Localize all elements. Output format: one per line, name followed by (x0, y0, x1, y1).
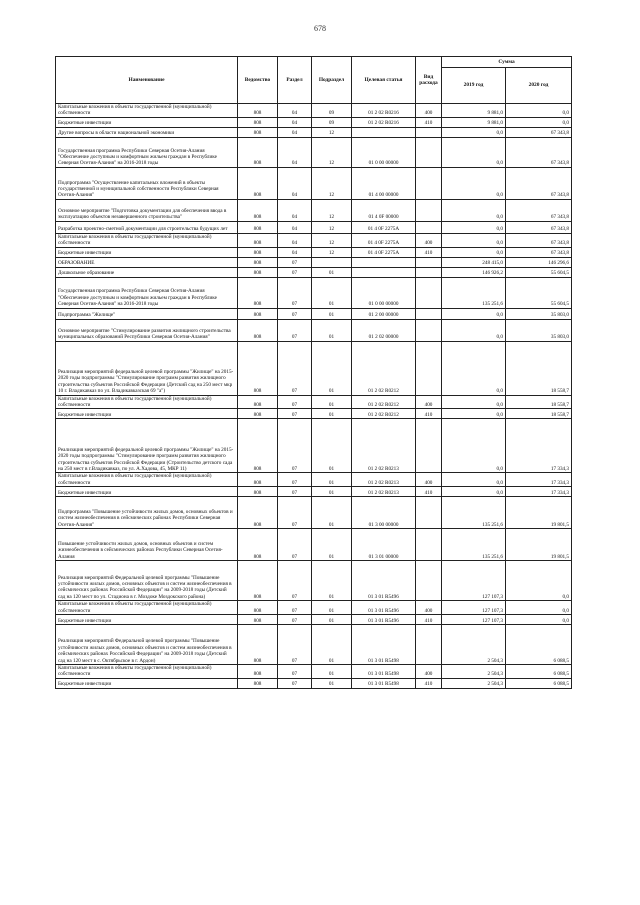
cell-target: 01 4 00 00000 (352, 167, 416, 199)
table-row (56, 487, 572, 497)
cell-exp-type: 410 (416, 247, 442, 257)
cell-subsection: 01 (312, 665, 352, 679)
table-row (56, 277, 572, 308)
cell-target: 01 3 00 00000 (352, 497, 416, 529)
header-2020: 2020 год (506, 68, 572, 104)
table-row (56, 221, 572, 233)
table-header (56, 57, 572, 104)
cell-dept: 808 (238, 341, 278, 395)
cell-subsection: 01 (312, 267, 352, 277)
cell-name: Бюджетные инвестиции (56, 247, 238, 257)
cell-exp-type (416, 561, 442, 601)
cell-exp-type: 400 (416, 473, 442, 487)
cell-2019: 146 926,2 (442, 267, 506, 277)
cell-target: 01 2 02 R0213 (352, 473, 416, 487)
cell-exp-type (416, 267, 442, 277)
cell-name: Основное мероприятие "Стимулирование развития жилищного строительства муниципальных образований Республики Северная Осетия-Алания" (56, 319, 238, 341)
table-row (56, 117, 572, 127)
cell-exp-type: 400 (416, 233, 442, 247)
header-name: Наименование (56, 57, 238, 104)
cell-2019: 0,0 (442, 319, 506, 341)
cell-section: 07 (278, 601, 312, 615)
cell-subsection: 01 (312, 615, 352, 625)
cell-2019: 0,0 (442, 419, 506, 473)
cell-2020: 67 343,8 (506, 221, 572, 233)
cell-target: 01 2 02 00000 (352, 319, 416, 341)
table-row (56, 167, 572, 199)
cell-section: 07 (278, 341, 312, 395)
table-row (56, 497, 572, 529)
cell-section: 04 (278, 117, 312, 127)
cell-name: Бюджетные инвестиции (56, 117, 238, 127)
page-number: 678 (314, 24, 326, 33)
cell-2020: 18 558,7 (506, 409, 572, 419)
cell-section: 07 (278, 257, 312, 267)
cell-2020: 17 334,3 (506, 419, 572, 473)
cell-dept: 808 (238, 529, 278, 561)
cell-subsection: 12 (312, 247, 352, 257)
cell-name: Основное мероприятие "Подготовка документации для обеспечения ввода в эксплуатацию объектов незавершенного строительства" (56, 199, 238, 221)
cell-dept: 808 (238, 678, 278, 688)
cell-subsection: 01 (312, 561, 352, 601)
cell-2019: 0,0 (442, 247, 506, 257)
header-2019: 2019 год (442, 68, 506, 104)
cell-section: 04 (278, 104, 312, 118)
cell-dept: 808 (238, 247, 278, 257)
cell-2020: 17 334,3 (506, 487, 572, 497)
table-row (56, 104, 572, 118)
cell-subsection: 12 (312, 137, 352, 167)
cell-name: Повышение устойчивости жилых домов, основных объектов и систем жизнеобеспечения в сейсмических районах Республики Северная Осетия-Алания (56, 529, 238, 561)
cell-section: 07 (278, 487, 312, 497)
cell-2020: 67 343,8 (506, 137, 572, 167)
cell-dept: 808 (238, 497, 278, 529)
cell-subsection: 01 (312, 419, 352, 473)
cell-target: 01 0 00 00000 (352, 277, 416, 308)
table-body (56, 104, 572, 689)
cell-2020: 6 088,5 (506, 625, 572, 665)
cell-target: 01 3 01 R5496 (352, 615, 416, 625)
cell-dept: 808 (238, 419, 278, 473)
cell-2020: 18 558,7 (506, 341, 572, 395)
cell-exp-type (416, 319, 442, 341)
table-row (56, 601, 572, 615)
cell-target: 01 2 00 00000 (352, 308, 416, 319)
cell-exp-type: 410 (416, 678, 442, 688)
header-sum: Сумма (442, 57, 572, 68)
cell-name: Капитальные вложения в объекты государственной (муниципальной) собственности (56, 601, 238, 615)
cell-section: 07 (278, 409, 312, 419)
cell-section: 07 (278, 319, 312, 341)
cell-section: 07 (278, 665, 312, 679)
cell-dept: 808 (238, 127, 278, 137)
cell-name: ОБРАЗОВАНИЕ (56, 257, 238, 267)
cell-target: 01 4 0F 2275А (352, 233, 416, 247)
cell-subsection (312, 257, 352, 267)
cell-2020: 0,0 (506, 561, 572, 601)
cell-exp-type (416, 341, 442, 395)
cell-2019: 127 107,3 (442, 561, 506, 601)
cell-2020: 6 088,5 (506, 678, 572, 688)
header-section: Раздел (278, 57, 312, 104)
table-row (56, 409, 572, 419)
cell-section: 07 (278, 615, 312, 625)
cell-dept: 808 (238, 277, 278, 308)
cell-exp-type (416, 199, 442, 221)
cell-2019: 0,0 (442, 233, 506, 247)
cell-2020: 67 343,8 (506, 247, 572, 257)
cell-exp-type: 400 (416, 601, 442, 615)
table-row (56, 625, 572, 665)
cell-target: 01 2 02 R0213 (352, 419, 416, 473)
cell-dept: 808 (238, 167, 278, 199)
cell-name: Государственная программа Республики Северная Осетия-Алания "Обеспечение доступным и комфортным жильем граждан в Республике Северная Осетия-Алания" на 2016-2018 годы (56, 277, 238, 308)
cell-2019: 0,0 (442, 199, 506, 221)
cell-dept: 808 (238, 615, 278, 625)
cell-name: Капитальные вложения в объекты государственной (муниципальной) собственности (56, 665, 238, 679)
cell-dept: 808 (238, 625, 278, 665)
cell-2019: 0,0 (442, 308, 506, 319)
cell-target (352, 257, 416, 267)
cell-2019: 0,0 (442, 167, 506, 199)
cell-subsection: 12 (312, 221, 352, 233)
cell-subsection: 12 (312, 199, 352, 221)
cell-subsection: 12 (312, 233, 352, 247)
cell-section: 07 (278, 395, 312, 409)
cell-dept: 808 (238, 409, 278, 419)
cell-name: Подпрограмма "Повышение устойчивости жилых домов, основных объектов и систем жизнеобеспечения в сейсмических районах Республики Северная Осетия-Алания" (56, 497, 238, 529)
table-row (56, 233, 572, 247)
cell-dept: 808 (238, 601, 278, 615)
cell-exp-type: 410 (416, 615, 442, 625)
cell-2019: 9 881,0 (442, 104, 506, 118)
cell-target: 01 3 01 R5498 (352, 625, 416, 665)
cell-target: 01 4 0F 2275А (352, 247, 416, 257)
cell-2020: 35 803,0 (506, 308, 572, 319)
cell-target (352, 127, 416, 137)
header-dept: Ведомство (238, 57, 278, 104)
cell-section: 04 (278, 199, 312, 221)
cell-2019: 127 107,3 (442, 615, 506, 625)
cell-target: 01 2 02 R0212 (352, 395, 416, 409)
table-row (56, 529, 572, 561)
cell-section: 04 (278, 127, 312, 137)
table-row (56, 419, 572, 473)
cell-dept: 808 (238, 137, 278, 167)
cell-2020: 6 088,5 (506, 665, 572, 679)
cell-2020: 0,0 (506, 615, 572, 625)
cell-target: 01 3 01 00000 (352, 529, 416, 561)
cell-section: 07 (278, 267, 312, 277)
header-target: Целевая статья (352, 57, 416, 104)
cell-2019: 0,0 (442, 473, 506, 487)
cell-dept: 808 (238, 267, 278, 277)
cell-dept: 808 (238, 665, 278, 679)
cell-target: 01 3 01 R5496 (352, 601, 416, 615)
cell-name: Бюджетные инвестиции (56, 487, 238, 497)
cell-target: 01 2 02 R0212 (352, 341, 416, 395)
cell-target: 01 3 01 R5496 (352, 561, 416, 601)
cell-2020: 55 604,5 (506, 267, 572, 277)
cell-subsection: 09 (312, 104, 352, 118)
cell-2020: 67 343,8 (506, 167, 572, 199)
cell-2019: 2 504,3 (442, 665, 506, 679)
cell-subsection: 01 (312, 601, 352, 615)
cell-2019: 0,0 (442, 137, 506, 167)
cell-target: 01 2 02 R0212 (352, 409, 416, 419)
cell-section: 07 (278, 529, 312, 561)
cell-name: Бюджетные инвестиции (56, 615, 238, 625)
cell-section: 07 (278, 561, 312, 601)
cell-2019: 0,0 (442, 221, 506, 233)
cell-name: Капитальные вложения в объекты государственной (муниципальной) собственности (56, 233, 238, 247)
cell-dept: 808 (238, 561, 278, 601)
table-row (56, 561, 572, 601)
cell-name: Бюджетные инвестиции (56, 678, 238, 688)
cell-2020: 19 801,5 (506, 529, 572, 561)
cell-exp-type: 410 (416, 117, 442, 127)
cell-subsection: 01 (312, 277, 352, 308)
cell-target: 01 4 0F 2275А (352, 221, 416, 233)
cell-exp-type (416, 419, 442, 473)
cell-subsection: 01 (312, 319, 352, 341)
cell-name: Государственная программа Республики Северная Осетия-Алания "Обеспечение доступным и комфортным жильем граждан в Республике Северная Осетия-Алания" на 2016-2018 годы (56, 137, 238, 167)
cell-exp-type (416, 308, 442, 319)
cell-exp-type (416, 167, 442, 199)
cell-subsection: 09 (312, 117, 352, 127)
cell-2019: 135 251,6 (442, 277, 506, 308)
cell-name: Подпрограмма "Жилище" (56, 308, 238, 319)
cell-exp-type: 400 (416, 104, 442, 118)
cell-2019: 127 107,3 (442, 601, 506, 615)
cell-name: Реализация мероприятий федеральной целевой программы "Жилище" на 2015-2020 годы подпрограммы "Стимулирование программ развития жилищного строительства субъектов Российской Федерации (Строительство детского сада на 250 мест в г.Владикавказ, по ул. А.Хадова, 45, МКР 11) (56, 419, 238, 473)
cell-section: 04 (278, 233, 312, 247)
cell-name: Бюджетные инвестиции (56, 409, 238, 419)
cell-2020: 19 801,5 (506, 497, 572, 529)
cell-2019: 135 251,6 (442, 497, 506, 529)
cell-exp-type (416, 529, 442, 561)
cell-target: 01 2 02 R0213 (352, 487, 416, 497)
cell-name: Капитальные вложения в объекты государственной (муниципальной) собственности (56, 473, 238, 487)
cell-2019: 135 251,6 (442, 529, 506, 561)
cell-exp-type (416, 221, 442, 233)
table-row (56, 257, 572, 267)
cell-section: 07 (278, 678, 312, 688)
cell-dept: 808 (238, 257, 278, 267)
cell-dept: 808 (238, 487, 278, 497)
cell-target: 01 3 01 R5498 (352, 678, 416, 688)
table-row (56, 199, 572, 221)
table-row (56, 137, 572, 167)
cell-2020: 146 296,6 (506, 257, 572, 267)
cell-subsection: 01 (312, 308, 352, 319)
header-exp-type: Вид расхода (416, 57, 442, 104)
cell-target: 01 0 00 00000 (352, 137, 416, 167)
cell-section: 04 (278, 221, 312, 233)
cell-target: 01 3 01 R5498 (352, 665, 416, 679)
cell-dept: 808 (238, 199, 278, 221)
cell-2019: 0,0 (442, 409, 506, 419)
cell-name: Реализация мероприятий Федеральной целевой программы "Повышение устойчивости жилых домов, основных объектов и систем жизнеобеспечения в сейсмических районах Российской Федерации" на 2009-2018 годы (Детский сад на 120 мест по ул. Стадиона в г. Моздоке Моздокского района) (56, 561, 238, 601)
cell-section: 07 (278, 308, 312, 319)
cell-2020: 0,0 (506, 601, 572, 615)
cell-dept: 808 (238, 395, 278, 409)
cell-subsection: 01 (312, 473, 352, 487)
table-row (56, 615, 572, 625)
cell-2020: 67 343,8 (506, 199, 572, 221)
table-row (56, 247, 572, 257)
cell-name: Капитальные вложения в объекты государственной (муниципальной) собственности (56, 104, 238, 118)
cell-section: 07 (278, 625, 312, 665)
cell-exp-type (416, 137, 442, 167)
cell-name: Реализация мероприятий федеральной целевой программы "Жилище" на 2015-2020 годы подпрограммы "Стимулирование программ развития жилищного строительства субъектов Российской Федерации (Детский сад на 250 мест мкр 10 г. Владикавказ по ул. Владикавказская 69 "а") (56, 341, 238, 395)
cell-exp-type (416, 277, 442, 308)
cell-2020: 67 343,8 (506, 233, 572, 247)
cell-exp-type: 410 (416, 487, 442, 497)
cell-subsection: 01 (312, 395, 352, 409)
table-row (56, 341, 572, 395)
cell-subsection: 01 (312, 341, 352, 395)
cell-section: 07 (278, 497, 312, 529)
cell-name: Подпрограмма "Осуществление капитальных вложений в объекты государственной и муниципальной собственности Республики Северная Осетия-Алания" (56, 167, 238, 199)
header-subsection: Подраздел (312, 57, 352, 104)
cell-2019: 0,0 (442, 127, 506, 137)
table-row (56, 395, 572, 409)
cell-2019: 0,0 (442, 487, 506, 497)
cell-section: 07 (278, 277, 312, 308)
cell-target: 01 4 0F 00000 (352, 199, 416, 221)
cell-dept: 808 (238, 117, 278, 127)
cell-section: 04 (278, 137, 312, 167)
cell-target: 01 2 02 R0216 (352, 104, 416, 118)
cell-target (352, 267, 416, 277)
cell-dept: 808 (238, 308, 278, 319)
table-row (56, 127, 572, 137)
table-row (56, 308, 572, 319)
cell-exp-type: 400 (416, 395, 442, 409)
table-row (56, 665, 572, 679)
cell-name: Дошкольное образование (56, 267, 238, 277)
cell-2020: 17 334,3 (506, 473, 572, 487)
cell-dept: 808 (238, 233, 278, 247)
table-row (56, 678, 572, 688)
cell-dept: 808 (238, 319, 278, 341)
cell-dept: 808 (238, 221, 278, 233)
cell-name: Капитальные вложения в объекты государственной (муниципальной) собственности (56, 395, 238, 409)
table-row (56, 267, 572, 277)
cell-name: Другие вопросы в области национальной экономики (56, 127, 238, 137)
cell-subsection: 12 (312, 127, 352, 137)
cell-exp-type (416, 497, 442, 529)
cell-subsection: 12 (312, 167, 352, 199)
cell-name: Разработка проектно-сметной документации для строительства будущих лет (56, 221, 238, 233)
cell-2020: 67 343,8 (506, 127, 572, 137)
cell-exp-type (416, 257, 442, 267)
cell-section: 07 (278, 419, 312, 473)
cell-2020: 35 803,0 (506, 319, 572, 341)
cell-subsection: 01 (312, 625, 352, 665)
cell-2019: 2 504,3 (442, 625, 506, 665)
table-row (56, 319, 572, 341)
cell-2020: 55 604,5 (506, 277, 572, 308)
budget-table (55, 56, 572, 689)
cell-dept: 808 (238, 473, 278, 487)
cell-section: 04 (278, 167, 312, 199)
cell-2020: 18 558,7 (506, 395, 572, 409)
cell-exp-type: 410 (416, 409, 442, 419)
cell-2019: 248 415,0 (442, 257, 506, 267)
cell-2020: 0,0 (506, 104, 572, 118)
cell-2019: 0,0 (442, 341, 506, 395)
cell-subsection: 01 (312, 409, 352, 419)
cell-subsection: 01 (312, 497, 352, 529)
cell-exp-type (416, 127, 442, 137)
cell-exp-type: 400 (416, 665, 442, 679)
cell-dept: 808 (238, 104, 278, 118)
cell-name: Реализация мероприятий Федеральной целевой программы "Повышение устойчивости жилых домов, основных объектов и систем жизнеобеспечения в сейсмических районах Российской Федерации" на 2009-2018 годы (Детский сад на 120 мест в с. Октябрьское в г. Ардон) (56, 625, 238, 665)
cell-section: 07 (278, 473, 312, 487)
cell-section: 04 (278, 247, 312, 257)
cell-subsection: 01 (312, 529, 352, 561)
cell-2019: 2 504,3 (442, 678, 506, 688)
cell-2020: 0,0 (506, 117, 572, 127)
cell-2019: 0,0 (442, 395, 506, 409)
cell-target: 01 2 02 R0216 (352, 117, 416, 127)
cell-subsection: 01 (312, 678, 352, 688)
cell-exp-type (416, 625, 442, 665)
cell-subsection: 01 (312, 487, 352, 497)
cell-2019: 9 881,0 (442, 117, 506, 127)
table-row (56, 473, 572, 487)
